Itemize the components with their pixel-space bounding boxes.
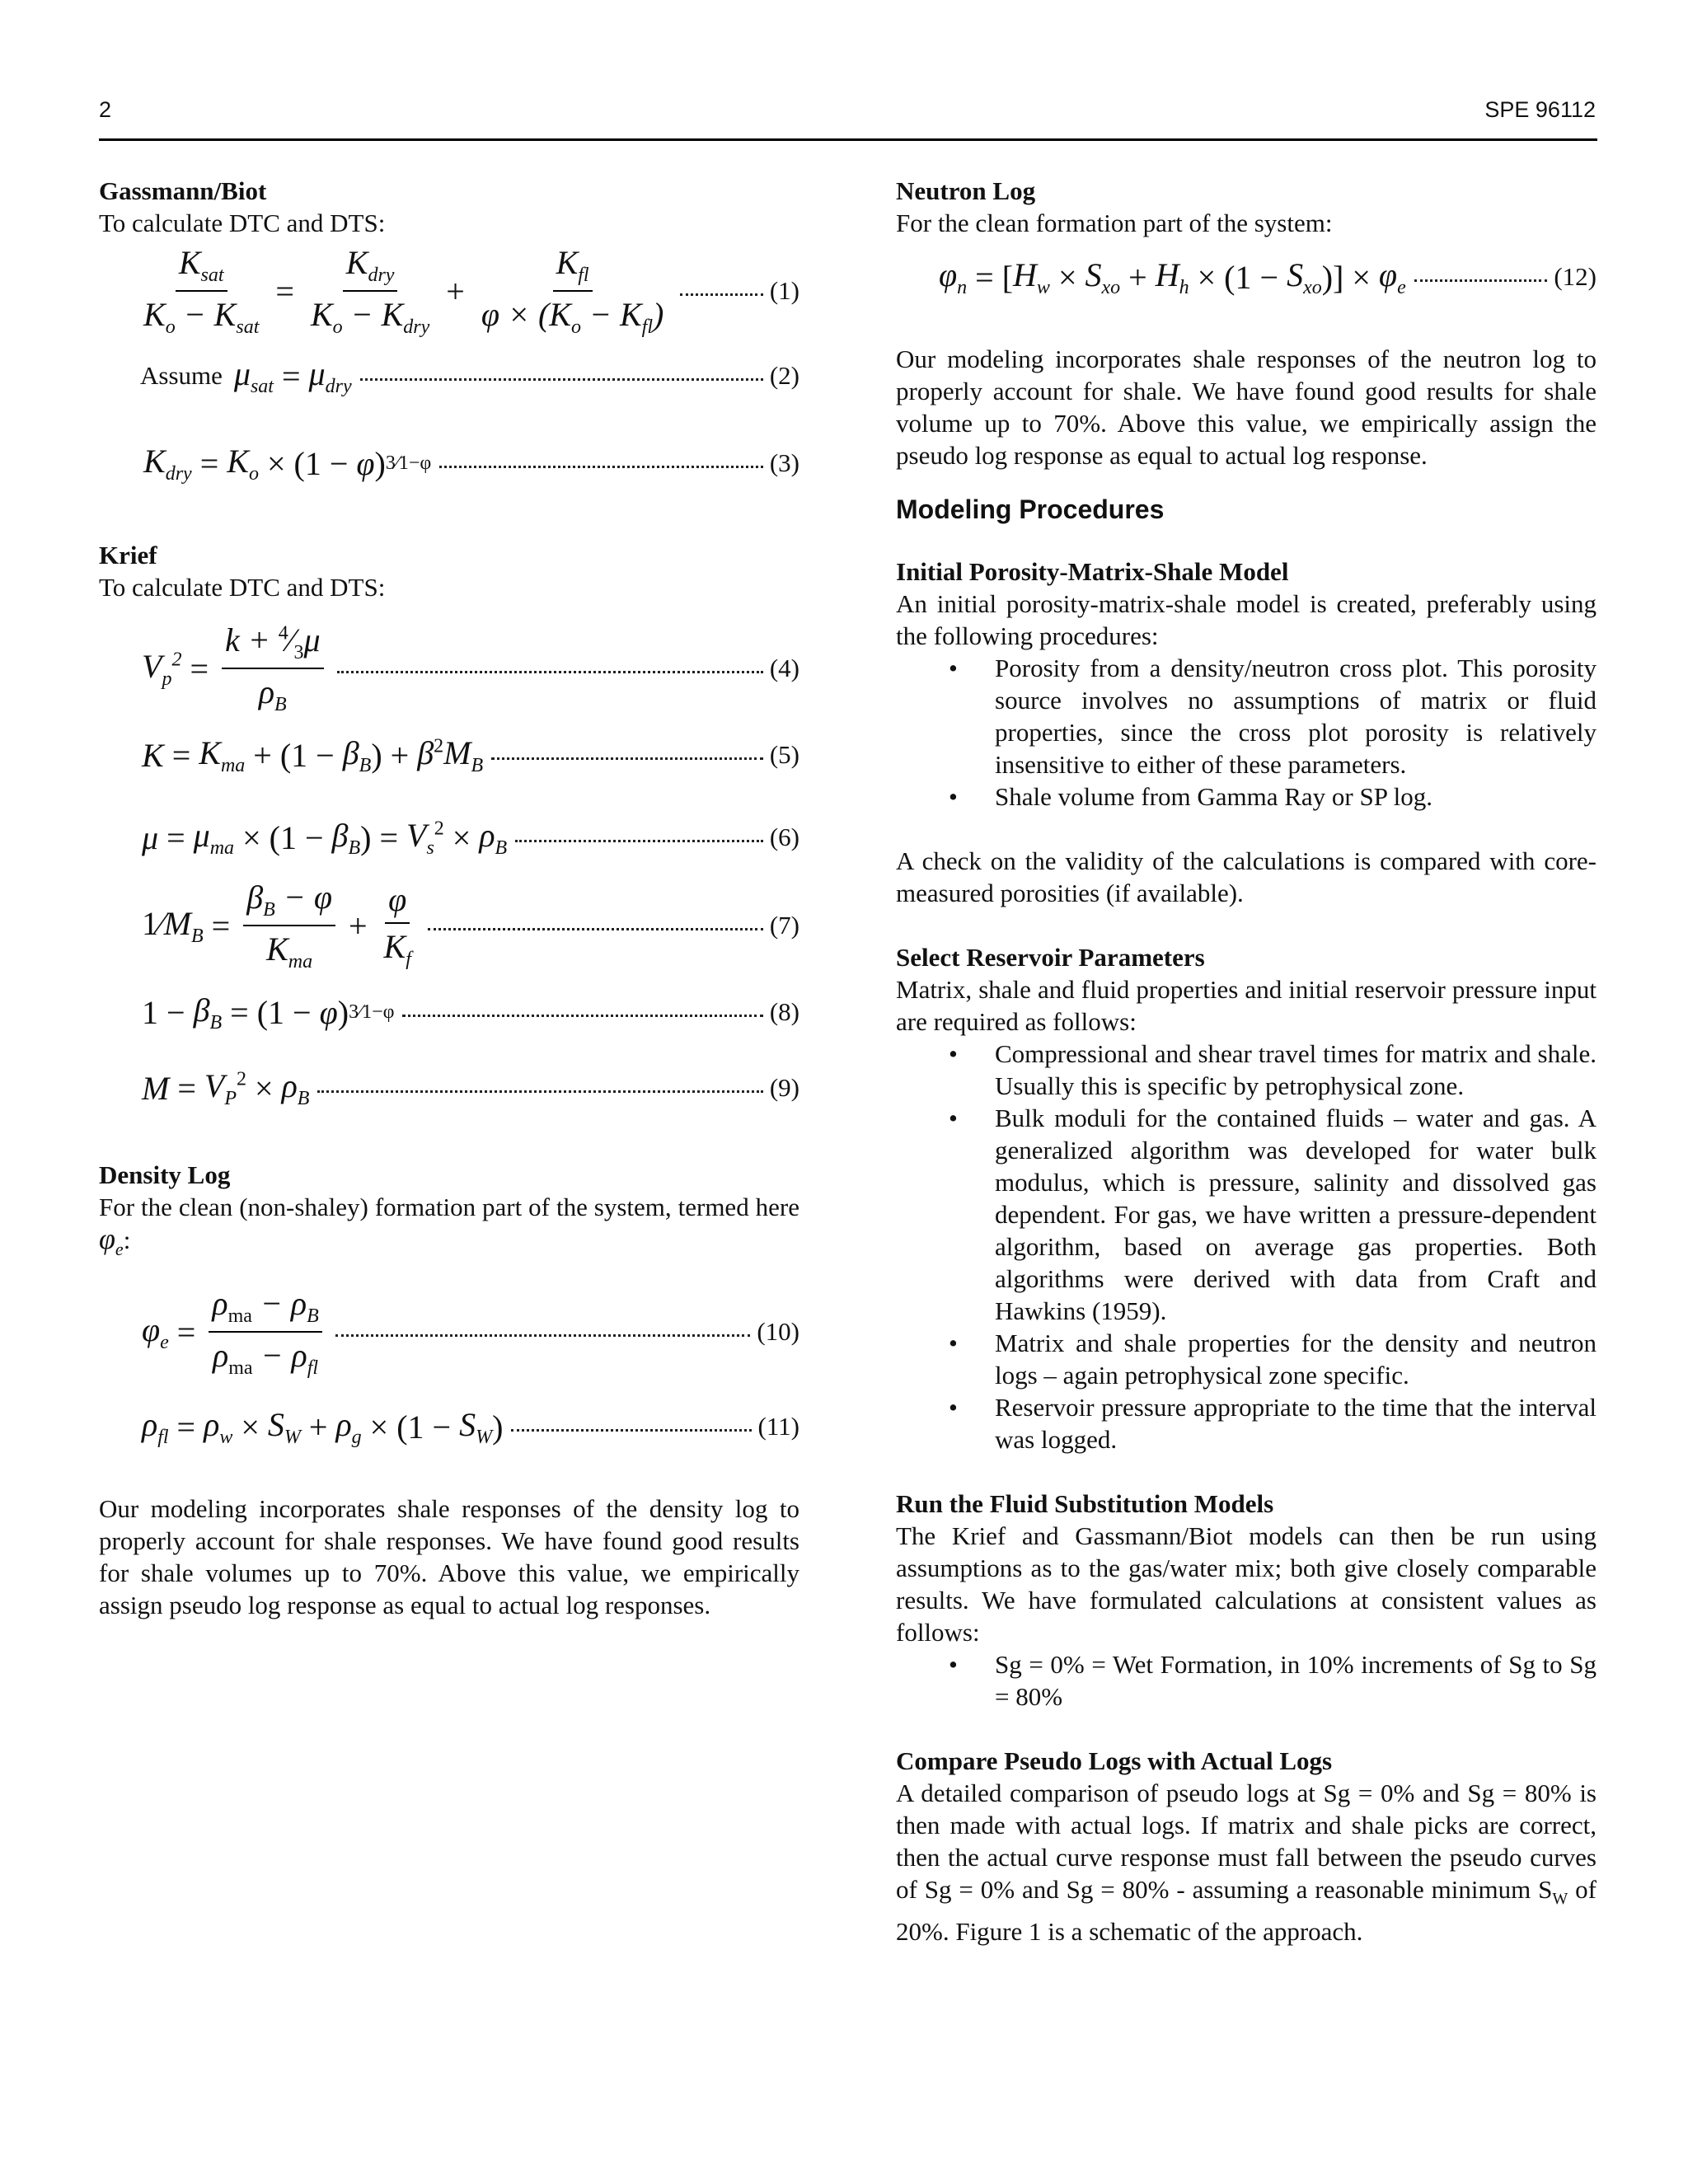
density-intro: For the clean (non-shaley) formation part of the system, termed here $\varphi_e$:	[99, 1193, 799, 1260]
list-item: • Reservoir pressure appropriate to the time that the interval was logged.	[995, 1391, 1597, 1455]
compare-text-b: of 20%. Figure 1 is a schematic of the approach.	[896, 1875, 1597, 1947]
neutron-intro: For the clean formation part of the system:	[896, 209, 1333, 237]
list-item: • Porosity from a density/neutron cross plot. This porosity source involves no assumptions of matrix or fluid properties, since the cross plot porosity is relatively insensitive to either of these parameters.	[995, 652, 1597, 780]
initial-model-intro: An initial porosity-matrix-shale model is created, preferably using the following procedures:	[896, 589, 1597, 650]
density-heading: Density Log	[99, 1160, 231, 1189]
equation-6: μ = $\mu_{ma}$ × (1 − $\beta_B$ ) = $V_s^2$ × $\rho_B$ (6)	[142, 816, 799, 859]
equation-1: $\frac{K_{sat}}{K_o - K_{sat}}$ = $\frac{K_{dry}}{K_o - K_{dry}}$ + $\frac{K_{fl}}{\varphi \times (K_o - K_{fl})}$ (1)	[143, 244, 799, 338]
equation-9-number: (9)	[769, 1073, 799, 1102]
section-title: Modeling Procedures	[896, 494, 1165, 524]
equation-2: Assume $\mu_{sat}$ = $\mu_{dry}$ (2)	[140, 354, 799, 397]
initial-model-paragraph: A check on the validity of the calculations is compared with core-measured porosities (if available).	[896, 846, 1597, 907]
list-item: • Compressional and shear travel times for matrix and shale. Usually this is specific by petrophysical zone.	[995, 1038, 1597, 1102]
equation-12: $\varphi_n$ = [ $H_w$ × $S_{xo}$ + $H_h$ × (1 − $S_{xo}$ )] × $\varphi_e$ (12)	[939, 255, 1597, 298]
page-number: 2	[99, 97, 112, 122]
equation-3-number: (3)	[769, 448, 799, 477]
compare-paragraph	[896, 1777, 1597, 1947]
equation-1-number: (1)	[769, 276, 799, 305]
compare-text-a: A detailed comparison of pseudo logs at Sg = 0% and Sg = 80% is then made with actual logs. If matrix and shale picks are correct, then the actual curve response must fall between the pseudo curves of Sg = 0% and Sg = 80% - assuming a reasonable minimum S	[896, 1779, 1597, 1904]
equation-7-number: (7)	[769, 911, 799, 940]
reservoir-heading: Select Reservoir Parameters	[896, 943, 1205, 972]
equation-4: $V_p^2$ = $\frac{k + ^4⁄_3\mu}{\rho_B}$ (4)	[142, 621, 799, 715]
equation-11: $\rho_{fl}$ = $\rho_w$ × $S_W$ + $\rho_g$ × (1 − $S_W$ ) (11)	[142, 1405, 799, 1448]
initial-model-heading: Initial Porosity-Matrix-Shale Model	[896, 557, 1289, 586]
equation-3: $K_{dry}$ = $K_o$ × (1 − φ ) 3⁄1−φ (3)	[143, 442, 799, 485]
equation-7: $1⁄M_B$ = $\frac{\beta_B - \varphi}{K_{ma}}$ + $\frac{\varphi}{K_f}$ (7)	[142, 879, 799, 972]
equation-4-number: (4)	[769, 654, 799, 682]
reservoir-intro: Matrix, shale and fluid properties and initial reservoir pressure input are required as follows:	[896, 975, 1597, 1036]
equation-10-number: (10)	[757, 1317, 799, 1347]
equation-6-number: (6)	[769, 823, 799, 851]
krief-heading: Krief	[99, 541, 157, 569]
equation-12-number: (12)	[1554, 262, 1597, 291]
krief-intro: To calculate DTC and DTS:	[99, 573, 386, 602]
list-item: • Bulk moduli for the contained fluids – water and gas. A generalized algorithm was developed for water bulk modulus, which is pressure, salinity and dissolved gas dependent. For gas, we have written a pressure-dependent algorithm, based on average gas properties. Both algorithms were derived with data from Craft and Hawkins (1959).	[995, 1102, 1597, 1327]
list-item: • Matrix and shale properties for the density and neutron logs – again petrophysical zone specific.	[995, 1327, 1597, 1391]
fluid-sub-intro: The Krief and Gassmann/Biot models can then be run using assumptions as to the gas/water mix; both give closely comparable results. We have formulated calculations at consistent values as follows:	[896, 1521, 1597, 1647]
reservoir-bullets	[896, 1038, 1597, 1455]
header-rule	[99, 138, 1597, 141]
density-intro-colon: :	[123, 1226, 131, 1254]
gassmann-heading: Gassmann/Biot	[99, 176, 267, 205]
neutron-heading: Neutron Log	[896, 176, 1036, 205]
equation-8: 1 − $\beta_B$ = (1 − φ ) 3⁄1−φ (8)	[142, 991, 799, 1033]
equation-5-number: (5)	[769, 740, 799, 769]
right-column	[896, 175, 1597, 1947]
compare-subscript: W	[1552, 1890, 1568, 1909]
equation-5: K = $K_{ma}$ + (1 − $\beta_B$ ) + $\beta^2M_B$ (5)	[142, 733, 799, 776]
compare-heading: Compare Pseudo Logs with Actual Logs	[896, 1746, 1333, 1775]
fluid-sub-heading: Run the Fluid Substitution Models	[896, 1489, 1274, 1518]
list-item: • Shale volume from Gamma Ray or SP log.	[995, 780, 1597, 813]
equation-8-number: (8)	[769, 997, 799, 1026]
list-item: • Sg = 0% = Wet Formation, in 10% increments of Sg to Sg = 80%	[995, 1648, 1597, 1713]
density-intro-text: For the clean (non-shaley) formation part of the system, termed here	[99, 1193, 799, 1221]
fluid-sub-bullets	[896, 1648, 1597, 1713]
gassmann-intro: To calculate DTC and DTS:	[99, 209, 386, 237]
assume-label: Assume	[140, 361, 223, 390]
equation-10: $\varphi_e$ = $\frac{\rho_{ma} - \rho_B}{\rho_{ma} - \rho_{fl}}$ (10)	[142, 1285, 799, 1380]
neutron-paragraph: Our modeling incorporates shale responses of the neutron log to properly account for shale. We have found good results for shale volume up to 70%. Above this value, we empirically assign the pseudo log response as equal to actual log response.	[896, 344, 1597, 470]
left-column	[99, 175, 799, 1621]
equation-2-number: (2)	[769, 361, 799, 390]
paper-id: SPE 96112	[1484, 97, 1596, 122]
density-paragraph: Our modeling incorporates shale responses of the density log to properly account for shale responses. We have found good results for shale volumes up to 70%. Above this value, we empirically assign pseudo log response as equal to actual log responses.	[99, 1494, 799, 1620]
equation-9: M = $V_P^2$ × $\rho_B$ (9)	[142, 1066, 799, 1109]
initial-model-bullets	[896, 652, 1597, 813]
equation-11-number: (11)	[757, 1412, 799, 1441]
